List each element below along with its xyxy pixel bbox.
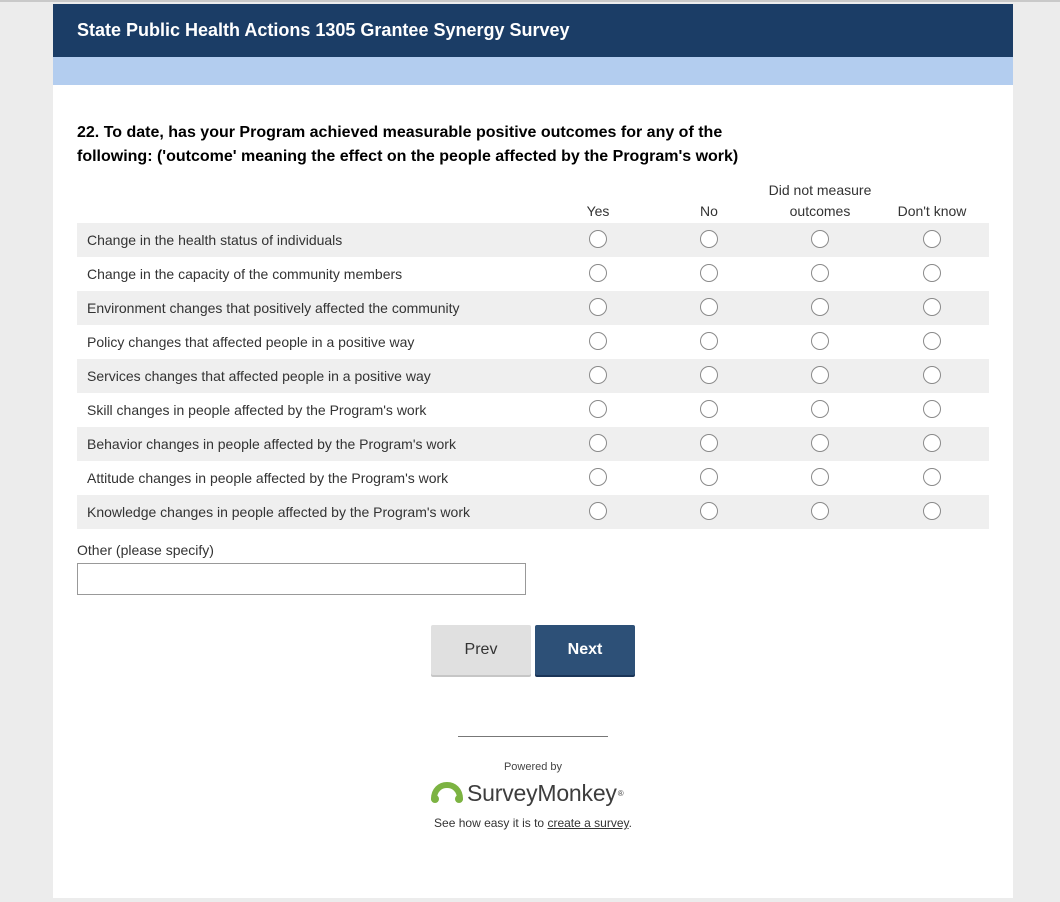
- matrix-row-label: Attitude changes in people affected by the Program's work: [87, 470, 449, 486]
- footer-divider: [458, 736, 608, 737]
- radio-option[interactable]: [923, 434, 941, 452]
- radio-option[interactable]: [589, 400, 607, 418]
- other-label: Other (please specify): [77, 542, 214, 558]
- radio-option[interactable]: [923, 332, 941, 350]
- column-header: Don't know: [897, 203, 967, 219]
- radio-option[interactable]: [811, 264, 829, 282]
- matrix-row-label: Change in the health status of individuals: [87, 232, 343, 248]
- radio-option[interactable]: [923, 502, 941, 520]
- surveymonkey-logo[interactable]: [431, 778, 624, 808]
- prev-button[interactable]: Prev: [431, 625, 531, 675]
- radio-option[interactable]: [811, 332, 829, 350]
- matrix-row-label: Environment changes that positively affected the community: [87, 300, 460, 316]
- radio-option[interactable]: [589, 230, 607, 248]
- survey-header: [53, 4, 1013, 57]
- radio-option[interactable]: [700, 366, 718, 384]
- matrix-row: [77, 393, 989, 427]
- create-survey-link[interactable]: create a survey: [547, 816, 629, 830]
- radio-option[interactable]: [811, 400, 829, 418]
- matrix-row-label: Services changes that affected people in a positive way: [87, 368, 431, 384]
- matrix-row-label: Policy changes that affected people in a positive way: [87, 334, 415, 350]
- radio-option[interactable]: [700, 264, 718, 282]
- browser-top-border: [0, 0, 1060, 2]
- radio-option[interactable]: [589, 264, 607, 282]
- radio-option[interactable]: [923, 400, 941, 418]
- radio-option[interactable]: [811, 502, 829, 520]
- survey-page: [53, 4, 1013, 898]
- matrix-row: [77, 427, 989, 461]
- matrix-row: [77, 223, 989, 257]
- monkey-logo-icon: [431, 781, 463, 805]
- radio-option[interactable]: [700, 434, 718, 452]
- matrix-row-label: Knowledge changes in people affected by the Program's work: [87, 504, 470, 520]
- radio-option[interactable]: [811, 230, 829, 248]
- radio-option[interactable]: [700, 468, 718, 486]
- registered-mark: ®: [617, 788, 624, 798]
- footer-tagline: [53, 816, 1013, 830]
- radio-option[interactable]: [811, 366, 829, 384]
- matrix-row: [77, 257, 989, 291]
- column-header: No: [700, 203, 718, 219]
- radio-option[interactable]: [589, 298, 607, 316]
- brand-name: SurveyMonkey: [467, 779, 617, 806]
- radio-option[interactable]: [923, 366, 941, 384]
- matrix-row: [77, 291, 989, 325]
- radio-option[interactable]: [700, 298, 718, 316]
- radio-option[interactable]: [700, 400, 718, 418]
- matrix-row: [77, 359, 989, 393]
- radio-option[interactable]: [700, 230, 718, 248]
- radio-option[interactable]: [811, 434, 829, 452]
- radio-option[interactable]: [589, 366, 607, 384]
- radio-option[interactable]: [811, 468, 829, 486]
- radio-option[interactable]: [589, 502, 607, 520]
- radio-option[interactable]: [589, 332, 607, 350]
- radio-option[interactable]: [923, 230, 941, 248]
- radio-option[interactable]: [923, 468, 941, 486]
- radio-option[interactable]: [923, 264, 941, 282]
- matrix-row-label: Change in the capacity of the community members: [87, 266, 403, 282]
- next-button[interactable]: Next: [535, 625, 635, 675]
- matrix-row-label: Behavior changes in people affected by the Program's work: [87, 436, 456, 452]
- radio-option[interactable]: [589, 468, 607, 486]
- radio-option[interactable]: [700, 502, 718, 520]
- matrix-row: [77, 325, 989, 359]
- tagline-prefix: See how easy it is to: [434, 816, 545, 830]
- survey-title: State Public Health Actions 1305 Grantee Synergy Survey: [77, 20, 570, 40]
- question-title: 22. To date, has your Program achieved measurable positive outcomes for any of the following: ('outcome' meaning the effect on the people affected by the Program's work): [77, 124, 739, 165]
- radio-option[interactable]: [811, 298, 829, 316]
- matrix-row: [77, 461, 989, 495]
- matrix-row: [77, 495, 989, 529]
- radio-option[interactable]: [923, 298, 941, 316]
- column-header: Did not measure outcomes: [768, 182, 872, 219]
- matrix-row-label: Skill changes in people affected by the Program's work: [87, 402, 427, 418]
- column-header: Yes: [586, 203, 610, 219]
- progress-bar-area: [53, 57, 1013, 85]
- powered-by-text: Powered by: [503, 761, 563, 773]
- tagline-suffix: .: [628, 816, 632, 830]
- other-input[interactable]: [77, 563, 526, 595]
- radio-option[interactable]: [700, 332, 718, 350]
- radio-option[interactable]: [589, 434, 607, 452]
